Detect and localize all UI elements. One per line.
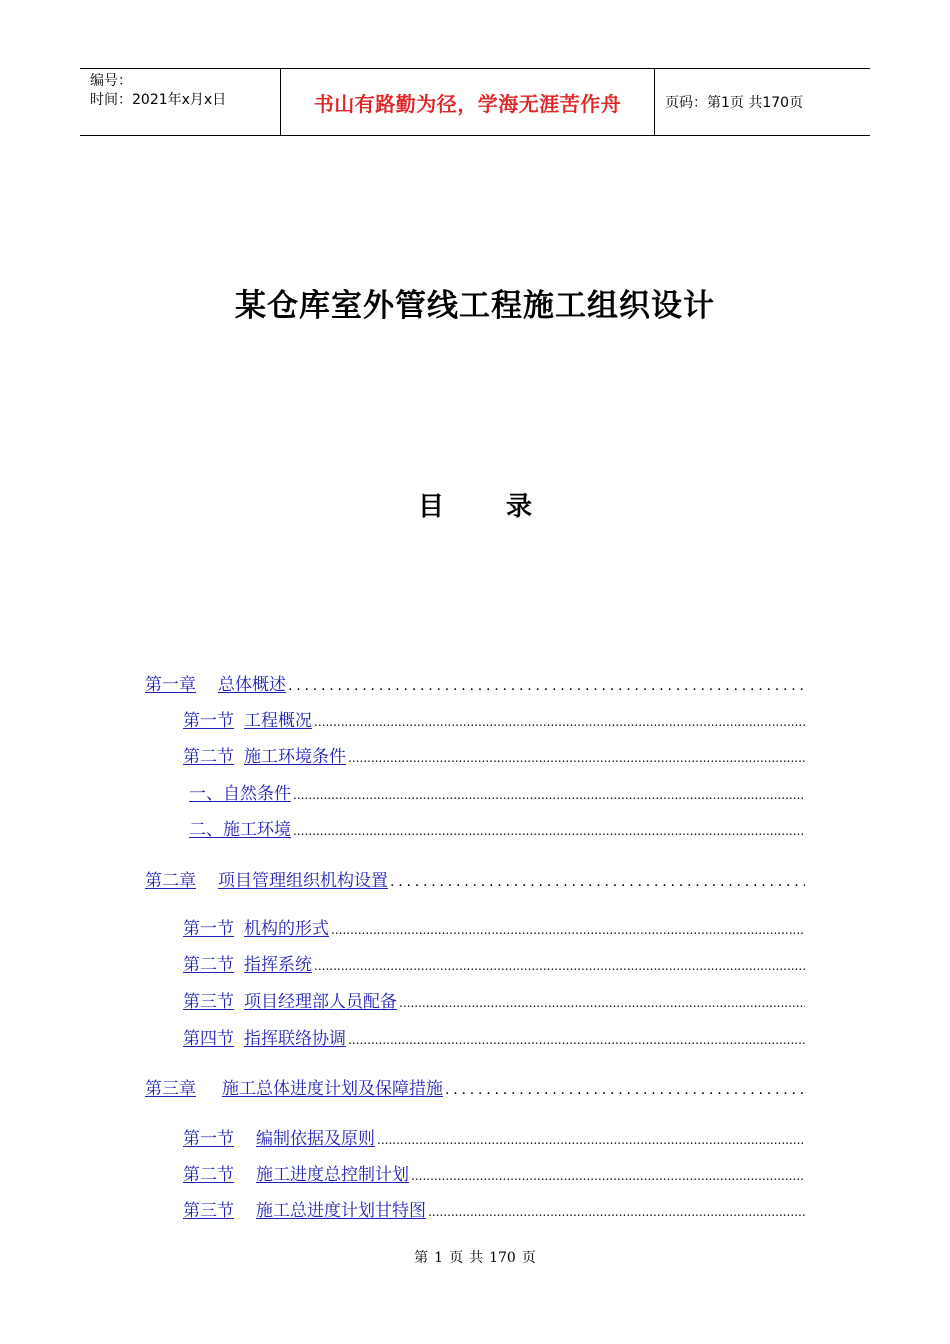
toc-num: 第三节 [183, 1201, 234, 1221]
toc-link[interactable] [183, 1024, 346, 1049]
footer-text: 页 [521, 1250, 536, 1266]
page-header [80, 68, 870, 136]
toc-num: 第二节 [183, 955, 234, 975]
toc-entry-section[interactable] [183, 706, 805, 731]
toc-title: 施工总进度计划甘特图 [256, 1201, 426, 1221]
toc-link[interactable] [189, 779, 291, 804]
header-motto-cell [281, 69, 655, 135]
header-page-cell [655, 69, 870, 135]
toc-title: 指挥联络协调 [244, 1029, 346, 1049]
toc-link[interactable] [183, 987, 397, 1012]
document-title: 某仓库室外管线工程施工组织设计 [235, 288, 715, 324]
toc-entry-chapter-1[interactable] [145, 670, 805, 695]
toc-num: 第四节 [183, 1029, 234, 1049]
toc-num: 第二节 [183, 747, 234, 767]
toc-title: 二、施工环境 [189, 820, 291, 840]
toc-leader [293, 824, 805, 838]
toc-num: 第二节 [183, 1165, 234, 1185]
toc-title: 总体概述 [218, 675, 286, 695]
toc-entry-chapter-2[interactable] [145, 866, 805, 891]
toc-leader [445, 1082, 805, 1098]
toc-leader [348, 1033, 805, 1047]
toc-title: 指挥系统 [244, 955, 312, 975]
toc-leader [314, 959, 805, 973]
toc-num: 第三章 [145, 1079, 196, 1099]
toc-entry-subsection[interactable] [189, 815, 805, 840]
header-meta-cell [80, 69, 281, 135]
toc-entry-section[interactable] [183, 1124, 805, 1149]
footer-text: 页 [449, 1250, 464, 1266]
toc-link[interactable] [145, 1074, 443, 1099]
code-label: 编号： [90, 73, 132, 89]
toc-leader [399, 996, 805, 1010]
toc-link[interactable] [183, 950, 312, 975]
toc-heading [0, 486, 950, 523]
toc-entry-chapter-3[interactable] [145, 1074, 805, 1099]
toc-entry-section[interactable] [183, 987, 805, 1012]
toc-num: 第一节 [183, 711, 234, 731]
toc-entry-section[interactable] [183, 1024, 805, 1049]
toc-leader [314, 715, 805, 729]
toc-num: 第一节 [183, 1129, 234, 1149]
toc-title: 项目经理部人员配备 [244, 992, 397, 1012]
toc-num: 第三节 [183, 992, 234, 1012]
footer-text: 第 [414, 1250, 429, 1266]
page-label: 页码：第1页 共170页 [665, 95, 804, 111]
toc-link[interactable] [183, 1196, 426, 1221]
toc-num: 第一章 [145, 675, 196, 695]
toc-link[interactable] [145, 866, 388, 891]
toc-leader [331, 923, 805, 937]
toc-heading-char-2: 录 [506, 492, 533, 522]
toc-title: 编制依据及原则 [256, 1129, 375, 1149]
toc-entry-section[interactable] [183, 1196, 805, 1221]
toc-num: 第二章 [145, 871, 196, 891]
toc-link[interactable] [145, 670, 286, 695]
page-footer [0, 1247, 950, 1267]
toc-link[interactable] [183, 706, 312, 731]
time-label: 时间：2021年x月x日 [90, 92, 227, 108]
toc-title: 工程概况 [244, 711, 312, 731]
footer-total-pages: 170 [489, 1250, 516, 1266]
toc-title: 机构的形式 [244, 919, 329, 939]
toc-link[interactable] [189, 815, 291, 840]
motto-text: 书山有路勤为径，学海无涯苦作舟 [313, 91, 622, 116]
toc-leader [390, 874, 805, 890]
toc-leader [348, 751, 805, 765]
toc-link[interactable] [183, 742, 346, 767]
toc-entry-section[interactable] [183, 914, 805, 939]
toc-leader [428, 1205, 805, 1219]
toc-entry-section[interactable] [183, 742, 805, 767]
toc-num: 第一节 [183, 919, 234, 939]
toc-heading-char-1: 目 [417, 492, 444, 522]
toc-entry-section[interactable] [183, 950, 805, 975]
toc-entry-section[interactable] [183, 1160, 805, 1185]
footer-text: 共 [469, 1250, 484, 1266]
toc-link[interactable] [183, 1160, 409, 1185]
toc-link[interactable] [183, 1124, 375, 1149]
footer-page-number: 1 [434, 1250, 444, 1266]
toc-link[interactable] [183, 914, 329, 939]
toc-leader [377, 1133, 805, 1147]
toc-title: 项目管理组织机构设置 [218, 871, 388, 891]
toc-title: 施工进度总控制计划 [256, 1165, 409, 1185]
toc-title: 施工环境条件 [244, 747, 346, 767]
toc-leader [288, 678, 805, 694]
toc-title: 一、自然条件 [189, 784, 291, 804]
toc-title: 施工总体进度计划及保障措施 [222, 1079, 443, 1099]
toc-leader [293, 788, 805, 802]
toc-leader [411, 1169, 805, 1183]
toc-entry-subsection[interactable] [189, 779, 805, 804]
